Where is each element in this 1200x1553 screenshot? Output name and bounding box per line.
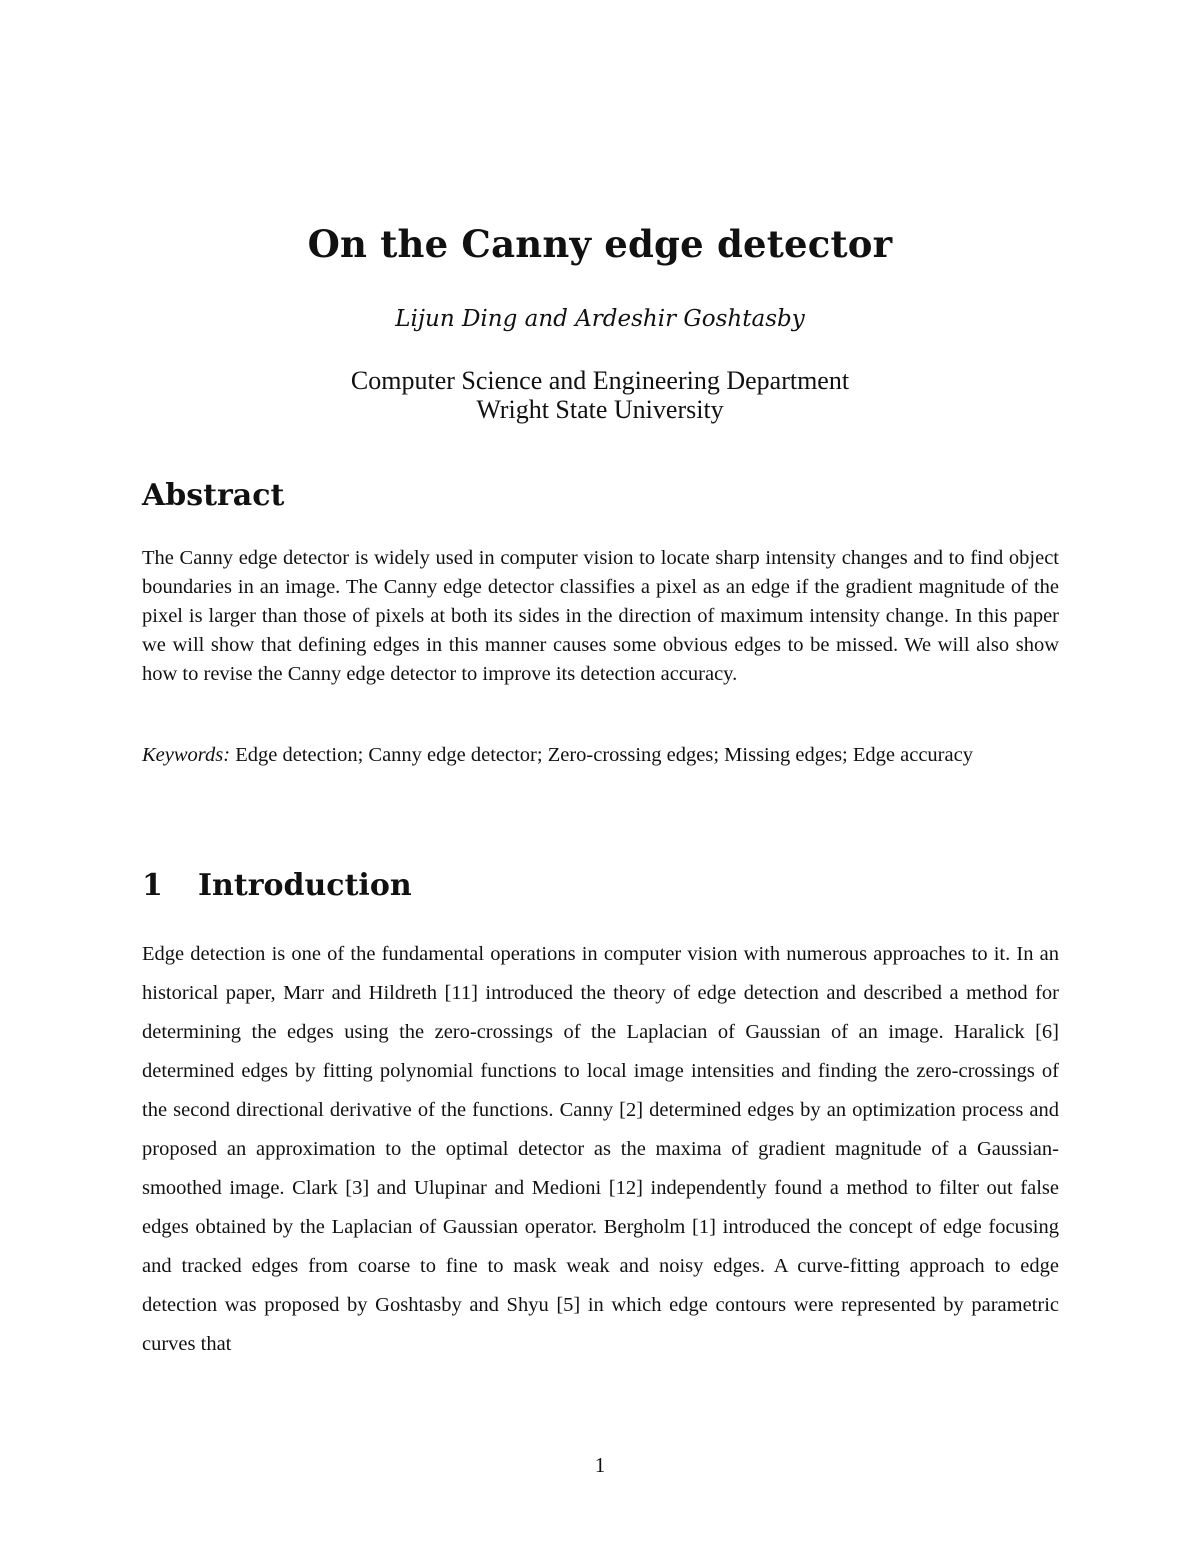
paper-authors: Lijun Ding and Ardeshir Goshtasby: [395, 306, 805, 332]
keywords-list: Edge detection; Canny edge detector; Zero-crossing edges; Missing edges; Edge accuracy: [235, 744, 973, 766]
paper-affiliation: [0, 366, 1200, 424]
section-number: 1: [142, 868, 163, 903]
keywords-label: Keywords:: [142, 744, 231, 766]
introduction-heading: [142, 868, 412, 903]
affiliation-department: Computer Science and Engineering Department: [350, 366, 850, 395]
page-number: 1: [594, 1453, 606, 1477]
section-title: Introduction: [198, 868, 412, 903]
introduction-paragraph: Edge detection is one of the fundamental operations in computer vision with numerous approaches to it. In an historical paper, Marr and Hildreth [11] introduced the theory of edge detection and described a method for determining the edges using the zero-crossings of the Laplacian of Gaussian of an image. Haralick [6] determined edges by fitting polynomial functions to local image intensities and finding the zero-crossings of the second directional derivative of the functions. Canny [2] determined edges by an optimization process and proposed an approximation to the optimal detector as the maxima of gradient magnitude of a Gaussian-smoothed image. Clark [3] and Ulupinar and Medioni [12] independently found a method to filter out false edges obtained by the Laplacian of Gaussian operator. Bergholm [1] introduced the concept of edge focusing and tracked edges from coarse to fine to mask weak and noisy edges. A curve-fitting approach to edge detection was proposed by Goshtasby and Shyu [5] in which edge contours were represented by parametric curves that: [142, 943, 1059, 1355]
keywords-paragraph: [142, 741, 1059, 770]
abstract-heading: Abstract: [142, 478, 285, 513]
abstract-paragraph: The Canny edge detector is widely used in computer vision to locate sharp intensity changes and to find object boundaries in an image. The Canny edge detector classifies a pixel as an edge if the gradient magnitude of the pixel is larger than those of pixels at both its sides in the direction of maximum intensity change. In this paper we will show that defining edges in this manner causes some obvious edges to be missed. We will also show how to revise the Canny edge detector to improve its detection accuracy.: [142, 547, 1059, 685]
affiliation-university: Wright State University: [476, 395, 724, 424]
paper-title: On the Canny edge detector: [307, 222, 893, 266]
